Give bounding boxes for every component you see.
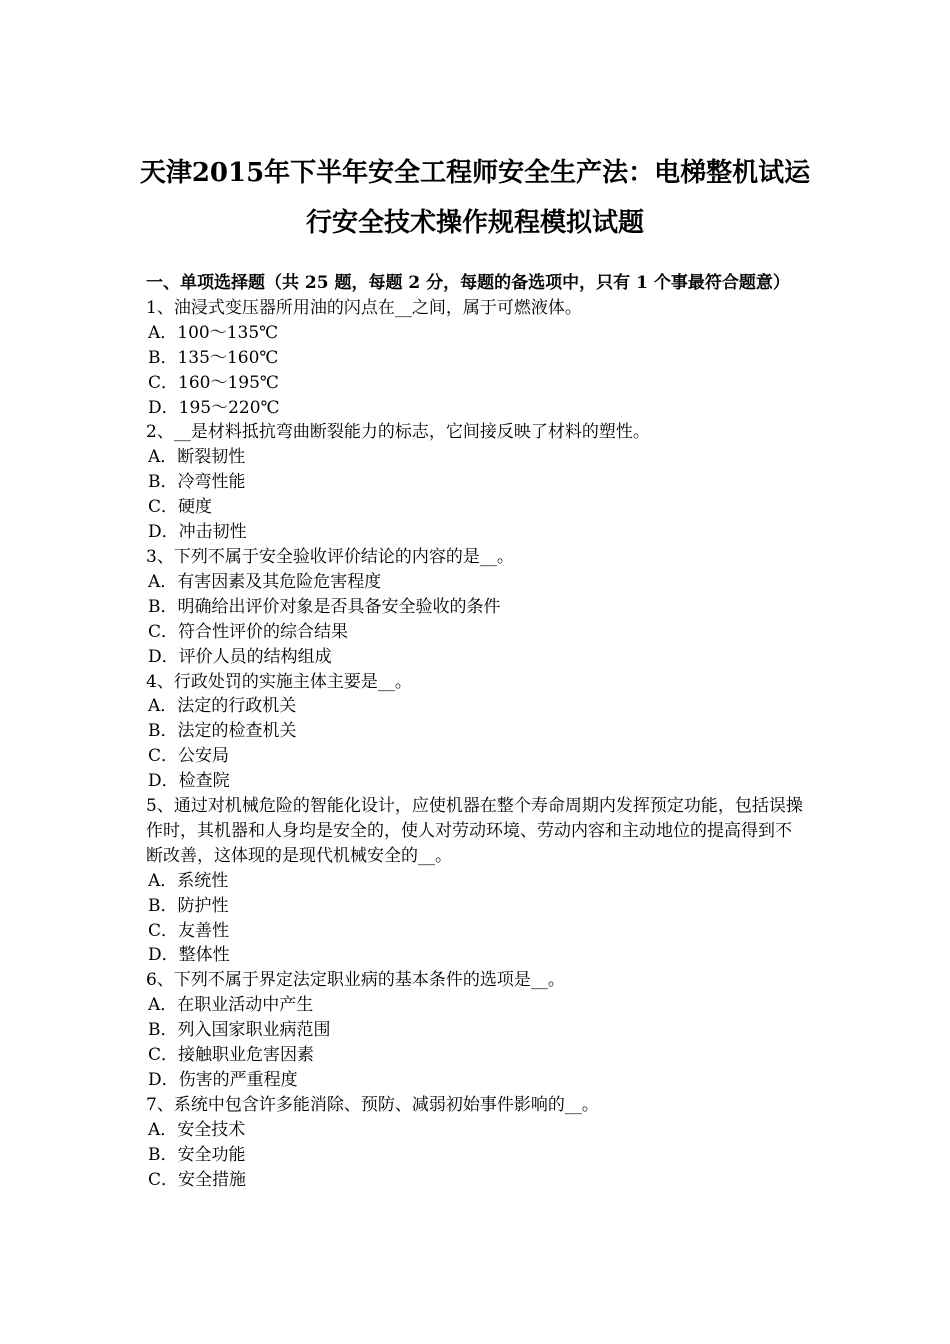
title-line-1: 天津2015年下半年安全工程师安全生产法：电梯整机试运 — [139, 158, 811, 188]
question-option: B．防护性 — [148, 895, 229, 916]
question-1 — [146, 296, 808, 421]
title-line-2: 行安全技术操作规程模拟试题 — [305, 208, 644, 238]
question-7 — [146, 1093, 808, 1193]
question-3 — [146, 545, 808, 670]
question-stem: 4、行政处罚的实施主体主要是__。 — [146, 671, 412, 692]
question-4 — [146, 670, 808, 795]
question-option: D．整体性 — [148, 945, 230, 966]
question-option: B．明确给出评价对象是否具备安全验收的条件 — [148, 596, 501, 617]
question-option: A．系统性 — [148, 870, 229, 891]
question-option: C．硬度 — [148, 497, 213, 518]
question-option: A．安全技术 — [148, 1119, 246, 1140]
question-stem: 3、下列不属于安全验收评价结论的内容的是__。 — [146, 546, 514, 567]
question-option: D．195～220℃ — [148, 397, 280, 418]
question-5 — [146, 794, 808, 968]
question-option: C．符合性评价的综合结果 — [148, 621, 349, 642]
question-option: C．友善性 — [148, 920, 230, 941]
question-option: A．100～135℃ — [148, 322, 279, 343]
question-stem: 2、__是材料抵抗弯曲断裂能力的标志，它间接反映了材料的塑性。 — [146, 422, 650, 443]
question-option: C．接触职业危害因素 — [148, 1045, 315, 1066]
question-option: B．列入国家职业病范围 — [148, 1020, 331, 1041]
question-2 — [146, 420, 808, 545]
question-option: B．安全功能 — [148, 1144, 246, 1165]
document-title — [110, 148, 840, 248]
question-option: A．在职业活动中产生 — [148, 995, 314, 1016]
question-option: B．冷弯性能 — [148, 472, 246, 493]
question-stem: 5、通过对机械危险的智能化设计，应使机器在整个寿命周期内发挥预定功能，包括误操作时，其机器和人身均是安全的，使人对劳动环境、劳动内容和主动地位的提高得到不断改善，这体现的是现代机械安全的__。 — [146, 796, 803, 866]
question-stem: 6、下列不属于界定法定职业病的基本条件的选项是__。 — [146, 970, 565, 991]
question-stem: 7、系统中包含许多能消除、预防、减弱初始事件影响的__。 — [146, 1094, 599, 1115]
question-option: D．检查院 — [148, 771, 230, 792]
question-option: D．伤害的严重程度 — [148, 1070, 298, 1090]
question-option: C．公安局 — [148, 746, 230, 767]
question-stem: 1、油浸式变压器所用油的闪点在__之间，属于可燃液体。 — [146, 297, 582, 318]
question-option: A．有害因素及其危险危害程度 — [148, 571, 382, 592]
section-heading: 一、单项选择题（共 25 题，每题 2 分，每题的备选项中，只有 1 个事最符合题意） — [146, 273, 790, 293]
question-option: B．法定的检查机关 — [148, 721, 297, 742]
question-option: A．断裂韧性 — [148, 447, 246, 468]
document-body — [146, 271, 808, 1193]
question-option: C．160～195℃ — [148, 372, 279, 393]
question-option: D．冲击韧性 — [148, 522, 247, 543]
question-option: D．评价人员的结构组成 — [148, 646, 332, 667]
question-6 — [146, 968, 808, 1093]
question-option: B．135～160℃ — [148, 347, 279, 368]
question-option: A．法定的行政机关 — [148, 696, 297, 717]
question-option: C．安全措施 — [148, 1169, 247, 1190]
